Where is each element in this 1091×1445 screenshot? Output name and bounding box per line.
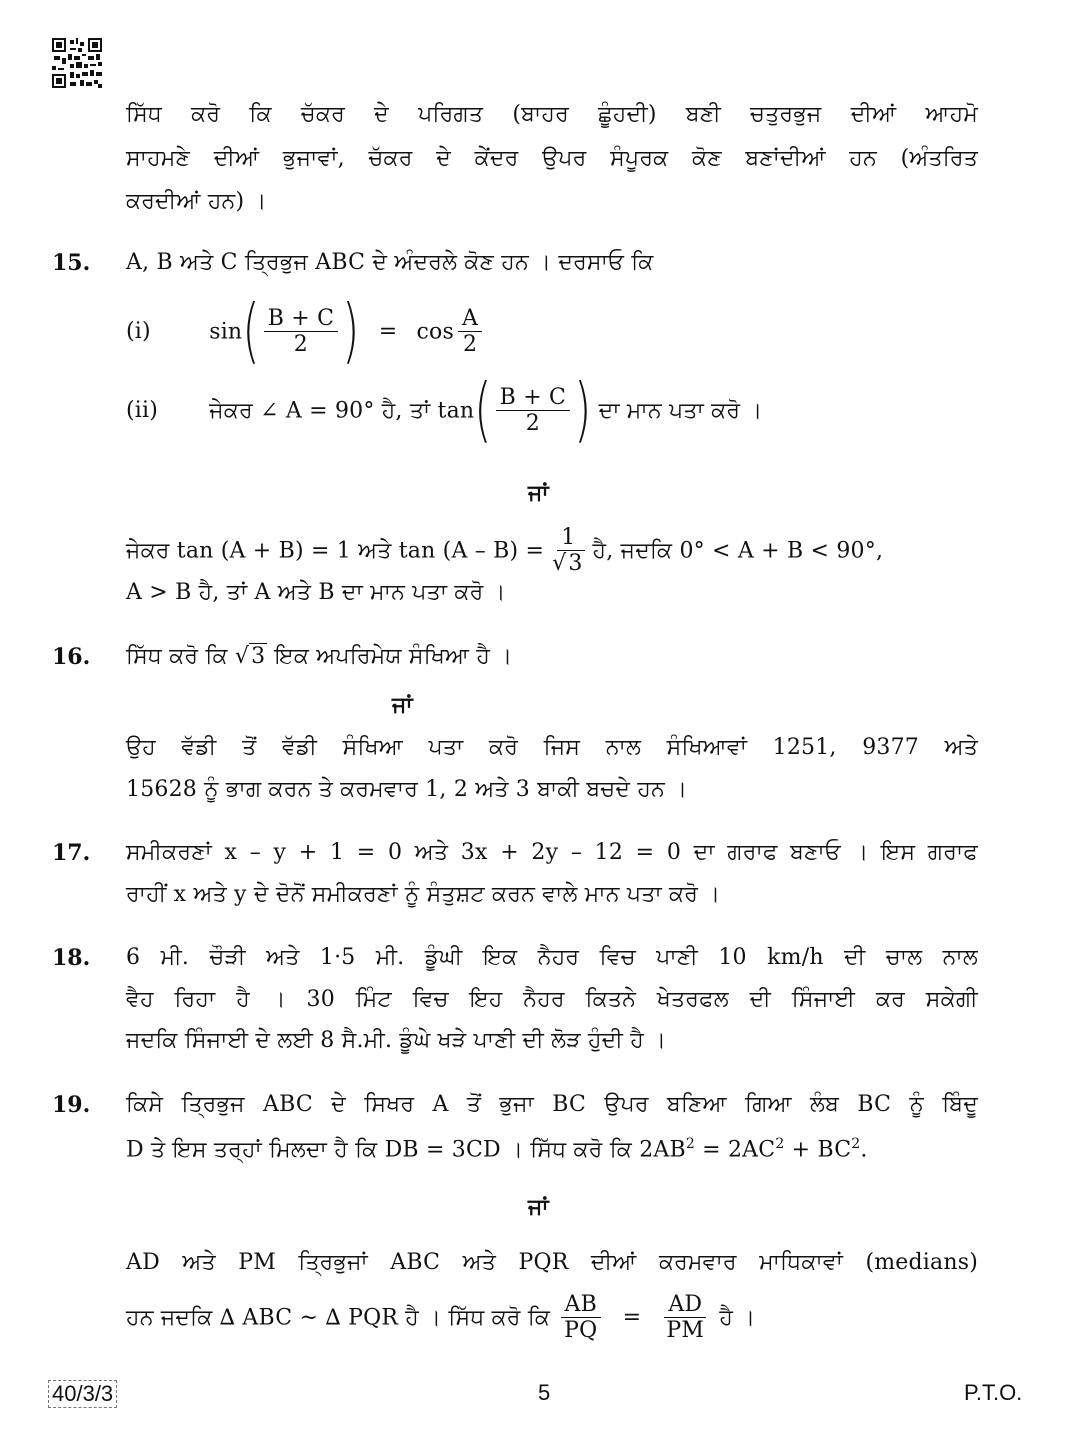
q16-text-end: ਇਕ ਅਪਰਿਮੇਯ ਸੰਖਿਆ ਹੈ ।: [274, 644, 513, 669]
paper-code: 40/3/3: [48, 1380, 117, 1408]
fraction-numerator: B + C: [496, 385, 570, 411]
superscript: 2: [851, 1136, 861, 1152]
question-19-line-1: ਕਿਸੇ ਤ੍ਰਿਭੁਜ ABC ਦੇ ਸਿਖਰ A ਤੋਂ ਭੁਜਾ BC ਉਪਰ ਬਣਿਆ ਗਿਆ ਲੰਬ BC ਨੂੰ ਬਿੰਦੂ: [126, 1092, 978, 1117]
q19-alt-text-start: ਹਨ ਜਦਕਿ ∆ ABC ~ ∆ PQR ਹੈ । ਸਿੱਧ ਕਰੋ ਕਿ: [126, 1305, 551, 1331]
question-15-number: 15.: [52, 250, 91, 276]
tan-function: tan: [437, 398, 475, 424]
intro-line-3: ਕਰਦੀਆਂ ਹਨ) ।: [126, 189, 267, 214]
intro-line-2: ਸਾਹਮਣੇ ਦੀਆਂ ਭੁਜਾਵਾਂ, ਚੱਕਰ ਦੇ ਕੇਂਦਰ ਉਪਰ ਸੰਪੂਰਕ ਕੋਣ ਬਣਾਂਦੀਆਂ ਹਨ (ਅੰਤਰਿਤ: [126, 146, 978, 171]
question-19-number: 19.: [52, 1092, 91, 1118]
equals-sign: =: [378, 319, 398, 345]
question-15-alt-line-1: [126, 525, 883, 577]
equals-sign: =: [622, 1305, 642, 1331]
fraction-numerator: AB: [561, 1292, 601, 1318]
or-label-19: ਜਾਂ: [528, 1194, 549, 1220]
fraction-numerator: AD: [664, 1292, 706, 1318]
fraction-denominator: 2: [293, 332, 308, 358]
or-label-16: ਜਾਂ: [392, 692, 413, 718]
alt-text-start: ਜੇਕਰ tan (A + B) = 1 ਅਤੇ tan (A – B) =: [126, 538, 545, 564]
q16-text-start: ਸਿੱਧ ਕਰੋ ਕਿ: [126, 644, 228, 669]
fraction-denominator: 2: [462, 332, 478, 358]
question-16-number: 16.: [52, 644, 91, 670]
part-i-label: (i): [126, 319, 151, 345]
question-16-alt-line-2: 15628 ਨੂੰ ਭਾਗ ਕਰਨ ਤੇ ਕਰਮਵਾਰ 1, 2 ਅਤੇ 3 ਬਾਕੀ ਬਚਦੇ ਹਨ ।: [126, 777, 688, 802]
q19-alt-text-end: ਹੈ ।: [719, 1305, 756, 1331]
fraction-numerator: B + C: [264, 306, 338, 332]
superscript: 2: [775, 1136, 785, 1152]
radicand: 3: [251, 644, 266, 669]
question-16-text: [126, 644, 512, 669]
please-turn-over: P.T.O.: [964, 1380, 1023, 1405]
fraction-denominator: 2: [525, 411, 540, 437]
intro-line-1: ਸਿੱਧ ਕਰੋ ਕਿ ਚੱਕਰ ਦੇ ਪਰਿਗਤ (ਬਾਹਰ ਛੂੰਹਦੀ) ਬਣੀ ਚਤੁਰਭੁਜ ਦੀਆਂ ਆਹਮੋ: [126, 102, 978, 127]
sqrt-3: √3: [234, 644, 266, 669]
part-ii-end-text: ਦਾ ਮਾਨ ਪਤਾ ਕਰੋ ।: [598, 398, 763, 424]
q19-term: = 2AC: [694, 1137, 776, 1163]
part-ii-text: ਜੇਕਰ ∠ A = 90° ਹੈ, ਤਾਂ: [209, 398, 431, 424]
radicand: 3: [568, 551, 583, 577]
question-18-line-3: ਜਦਕਿ ਸਿੰਜਾਈ ਦੇ ਲਈ 8 ਸੈ.ਮੀ. ਡੂੰਘੇ ਖੜੇ ਪਾਣੀ ਦੀ ਲੋੜ ਹੁੰਦੀ ਹੈ ।: [126, 1028, 667, 1053]
q19-end: .: [860, 1137, 868, 1163]
or-label-15: ਜਾਂ: [528, 480, 549, 506]
question-19-alt-line-1: AD ਅਤੇ PM ਤ੍ਰਿਭੁਜਾਂ ABC ਅਤੇ PQR ਦੀਆਂ ਕਰਮਵਾਰ ਮਾਧਿਕਾਵਾਂ (medians): [126, 1250, 978, 1275]
fraction-numerator: 1: [557, 525, 579, 551]
sqrt-denominator: √3: [552, 551, 583, 577]
sin-function: sin: [209, 319, 243, 345]
q19-term: + BC: [784, 1137, 852, 1163]
question-15-alt-line-2: A > B ਹੈ, ਤਾਂ A ਅਤੇ B ਦਾ ਮਾਨ ਪਤਾ ਕਰੋ ।: [126, 580, 506, 605]
question-17-number: 17.: [52, 840, 91, 866]
question-18-line-1: 6 ਮੀ. ਚੌੜੀ ਅਤੇ 1·5 ਮੀ. ਡੂੰਘੀ ਇਕ ਨੈਹਰ ਵਿਚ ਪਾਣੀ 10 km/h ਦੀ ਚਾਲ ਨਾਲ: [126, 945, 978, 970]
question-15-part-ii: (ii) ਜੇਕਰ ∠ A = 90° ਹੈ, ਤਾਂ tan ( $\frac{B + C}{2}$ ) ਦਾ ਮਾਨ ਪਤਾ ਕਰੋ ।: [126, 369, 763, 451]
paren-group: ( $\frac{B + C}{2}$ ): [242, 290, 360, 372]
superscript: 2: [685, 1136, 695, 1152]
question-18-line-2: ਵੈਹ ਰਿਹਾ ਹੈ । 30 ਮਿੰਟ ਵਿਚ ਇਹ ਨੈਹਰ ਕਿਤਨੇ ਖੇਤਰਫਲ ਦੀ ਸਿੰਜਾਈ ਕਰ ਸਕੇਗੀ: [126, 987, 978, 1012]
question-19-alt-line-2: [126, 1292, 755, 1344]
alt-text-end: ਹੈ, ਜਦਕਿ 0° < A + B < 90°,: [592, 538, 884, 564]
fraction-denominator: PM: [666, 1318, 705, 1344]
qr-code-icon: [52, 38, 102, 88]
q19-line-2-text: D ਤੇ ਇਸ ਤਰ੍ਹਾਂ ਮਿਲਦਾ ਹੈ ਕਿ DB = 3CD । ਸਿੱਧ ਕਰੋ ਕਿ 2AB: [126, 1137, 686, 1163]
page-number: 5: [538, 1380, 551, 1405]
question-17-line-2: ਰਾਹੀਂ x ਅਤੇ y ਦੇ ਦੋਨੋਂ ਸਮੀਕਰਣਾਂ ਨੂੰ ਸੰਤੁਸ਼ਟ ਕਰਨ ਵਾਲੇ ਮਾਨ ਪਤਾ ਕਰੋ ।: [126, 882, 721, 907]
question-16-alt-line-1: ਉਹ ਵੱਡੀ ਤੋਂ ਵੱਡੀ ਸੰਖਿਆ ਪਤਾ ਕਰੋ ਜਿਸ ਨਾਲ ਸੰਖਿਆਵਾਂ 1251, 9377 ਅਤੇ: [126, 735, 978, 760]
question-19-line-2: [126, 1136, 868, 1162]
question-18-number: 18.: [52, 945, 91, 971]
question-15-text: A, B ਅਤੇ C ਤ੍ਰਿਭੁਜ ABC ਦੇ ਅੰਦਰਲੇ ਕੋਣ ਹਨ । ਦਰਸਾਓ ਕਿ: [126, 250, 654, 275]
part-ii-label: (ii): [126, 398, 159, 424]
fraction-denominator: PQ: [564, 1318, 598, 1344]
cos-function: cos: [416, 319, 454, 345]
fraction-numerator: A: [458, 306, 482, 332]
question-15-part-i: [126, 290, 486, 372]
question-17-line-1: ਸਮੀਕਰਣਾਂ x – y + 1 = 0 ਅਤੇ 3x + 2y – 12 = 0 ਦਾ ਗਰਾਫ ਬਣਾਓ । ਇਸ ਗਰਾਫ: [126, 840, 978, 865]
